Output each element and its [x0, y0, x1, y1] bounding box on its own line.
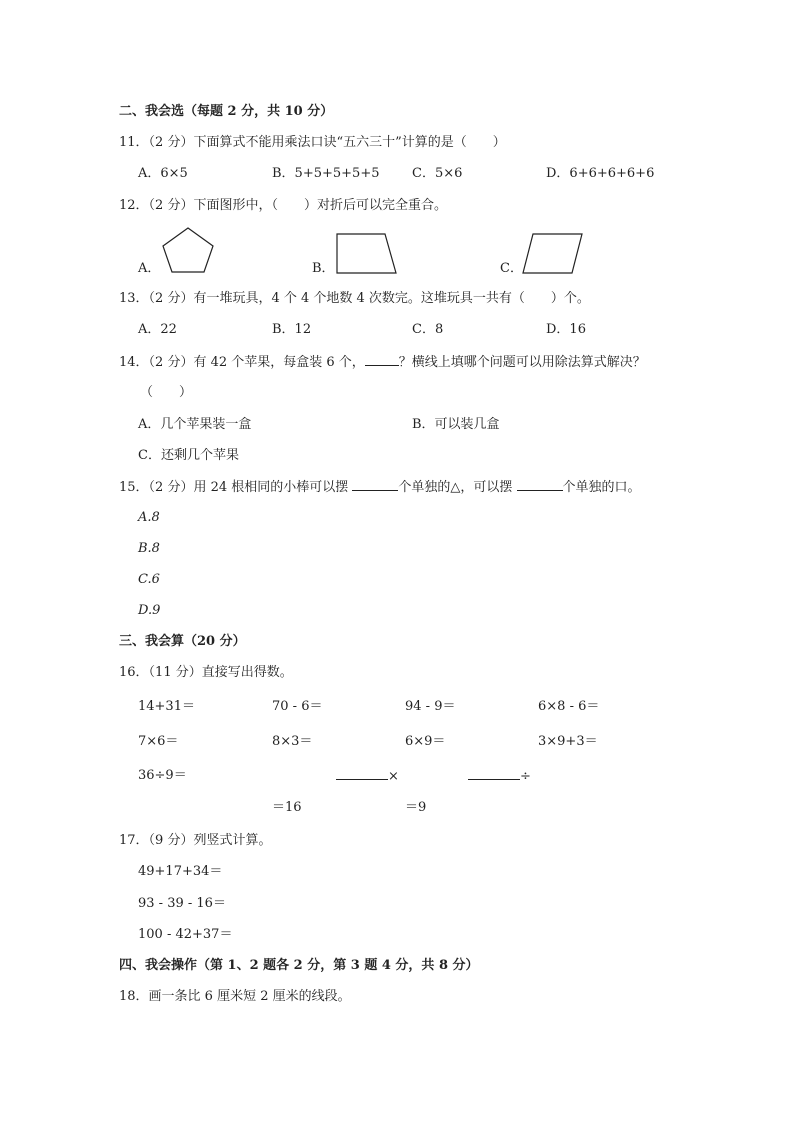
- vertical-calc-item: 100 - 42+37＝: [138, 927, 233, 942]
- q15-stem-post: 个单独的口。: [562, 480, 641, 495]
- q11-option-a: A．6×5: [138, 166, 188, 181]
- q15-stem-pre: 15．（2 分）用 24 根相同的小棒可以摆: [119, 480, 353, 495]
- answer-blank[interactable]: [517, 478, 563, 491]
- q13-option-b: B．12: [272, 322, 312, 337]
- calc-item: 7×6＝: [138, 734, 179, 749]
- section-heading: 二、我会选（每题 2 分，共 10 分）: [119, 104, 334, 119]
- question-14-stem: [119, 353, 646, 372]
- calc-result: ＝16: [272, 800, 302, 815]
- section-heading: 四、我会操作（第 1、2 题各 2 分，第 3 题 4 分，共 8 分）: [119, 958, 479, 973]
- calc-item-fill: [336, 767, 399, 786]
- q14-option-a: A．几个苹果装一盒: [138, 417, 252, 432]
- q11-option-d: D．6+6+6+6+6: [546, 166, 655, 181]
- q13-option-a: A．22: [138, 322, 177, 337]
- q15-option-d: D.9: [138, 603, 161, 618]
- answer-blank[interactable]: [365, 353, 399, 366]
- q13-option-d: D．16: [546, 322, 586, 337]
- question-15-stem: [119, 478, 641, 497]
- question-12-stem: 12．（2 分）下面图形中，（ ）对折后可以完全重合。: [119, 198, 447, 213]
- calc-item: 36÷9＝: [138, 768, 187, 783]
- q12-option-c: C．: [500, 261, 523, 276]
- answer-blank[interactable]: [336, 767, 388, 780]
- calc-item: 3×9+3＝: [538, 734, 598, 749]
- question-17-stem: 17．（9 分）列竖式计算。: [119, 833, 272, 848]
- q14-stem-post: ？横线上填哪个问题可以用除法算式解决？: [398, 355, 646, 370]
- q15-option-a: A.8: [138, 510, 160, 525]
- q13-option-c: C．8: [412, 322, 444, 337]
- vertical-calc-item: 93 - 39 - 16＝: [138, 896, 226, 911]
- answer-blank[interactable]: [468, 767, 520, 780]
- q14-stem-pre: 14．（2 分）有 42 个苹果，每盒装 6 个，: [119, 355, 365, 370]
- calc-result: ＝9: [405, 800, 427, 815]
- question-11-stem: 11．（2 分）下面算式不能用乘法口诀“五六三十”计算的是（ ）: [119, 135, 506, 150]
- q15-option-c: C.6: [138, 572, 160, 587]
- question-13-stem: 13．（2 分）有一堆玩具，4 个 4 个地数 4 次数完。这堆玩具一共有（ ）个。: [119, 291, 590, 306]
- q15-option-b: B.8: [138, 541, 160, 556]
- question-16-stem: 16．（11 分）直接写出得数。: [119, 665, 293, 680]
- calc-item: 6×8 - 6＝: [538, 699, 600, 714]
- divide-sign: ÷: [520, 769, 531, 784]
- answer-blank[interactable]: [352, 478, 398, 491]
- calc-item: 70 - 6＝: [272, 699, 323, 714]
- parallelogram-shape: [520, 232, 586, 276]
- q14-option-b: B．可以装几盒: [412, 417, 500, 432]
- q11-option-b: B．5+5+5+5+5: [272, 166, 380, 181]
- q12-option-a: A．: [138, 261, 161, 276]
- calc-item: 8×3＝: [272, 734, 313, 749]
- calc-item: 94 - 9＝: [405, 699, 456, 714]
- q14-option-c: C．还剩几个苹果: [138, 448, 239, 463]
- q14-answer-paren: （ ）: [140, 385, 193, 400]
- pentagon-shape: [160, 226, 216, 276]
- question-18-stem: 18．画一条比 6 厘米短 2 厘米的线段。: [119, 989, 351, 1004]
- q12-option-b: B．: [312, 261, 335, 276]
- times-sign: ×: [388, 769, 399, 784]
- calc-item: 6×9＝: [405, 734, 446, 749]
- q11-option-c: C．5×6: [412, 166, 463, 181]
- right-trapezoid-shape: [334, 232, 400, 276]
- q15-stem-mid: 个单独的△，可以摆: [398, 480, 517, 495]
- section-heading: 三、我会算（20 分）: [119, 634, 246, 649]
- calc-item-fill: [468, 767, 531, 786]
- calc-item: 14+31＝: [138, 699, 195, 714]
- vertical-calc-item: 49+17+34＝: [138, 864, 223, 879]
